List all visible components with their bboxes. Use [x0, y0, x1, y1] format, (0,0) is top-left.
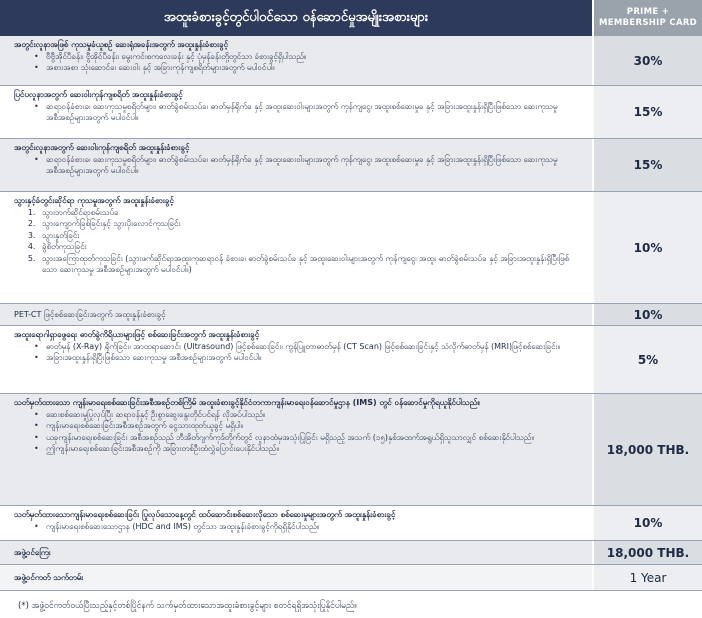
header-membership-card-label: MEMBERSHIP CARD [598, 18, 698, 28]
row-description [0, 139, 592, 191]
row-bullet: • ကျန်းမာရေးစစ်ဆေးခြင်းအစီအစဉ်အတွက် ငွေသားထုတ်ယူခွင့် မရှိပါ။ [34, 420, 584, 432]
row-bullet: • ဆေးစစ်ဆေးမှုပြုလုပ်ပြီး ဆရာဝန်နှင့် ဦးစွာဆွေးနွေးတိုင်ပင်ရန် လိုအပ်ပါသည်။ [34, 409, 584, 421]
row-bullet: • ဆရာဝန်ခံစားခ၊ ဆေးကုသမှုစရိတ်များ၊ ဓာတ်ခွဲစမ်းသပ်ခ၊ ဓာတ်မှန်ရိုက်ခ နှင့် အထူးဆေးဝါးများအတွက် ကုန်ကျငွေ၊ အထူးစစ်ဆေးမှုခ နှင့် အခြားအထူးနှုန်းရှိပြီးဖြစ်သော ဆေးကုသမှုအစီအစဉ်များအတွက် မပါဝင်ပါ။ [34, 101, 584, 124]
row-bullet: • ဓာတ်မှန် (X-Ray) ရိုက်ခြင်း၊ အာထရာဆောင်း (Ultrasound) ဖြင့်စစ်ဆေးခြင်း၊ ကွန်ပြူတာဓာတ်မှန် (CT Scan) ဖြင့်စစ်ဆေးခြင်းနှင့် သံလိုက်ဓာတ်မှန် (MRI)ဖြင့်စစ်ဆေးခြင်း။ [34, 341, 584, 353]
row-bullet: • ယခုကျန်းမာရေးစစ်ဆေးခြင်း အစီအစဉ်သည် ဘီအိတ်ဂျက်ကုဒ်တိုက်တွင် လူနာထံမှအသုံးပြုခြင်း မရှိသည့် အသက် (၁၅)နှစ်အထက်အရွယ်ရှိသူသာလျှင် စစ်ဆေးနိုင်ပါသည်။ [34, 432, 584, 444]
row-numbered-item: 3. သွားနှုတ်ခြင်း [38, 230, 584, 242]
table-row-card-validity [0, 565, 702, 591]
row-description [0, 326, 592, 393]
row-title: အဖွဲ့ဝင်ကြေး [14, 548, 51, 558]
row-description [0, 541, 592, 564]
row-title: သတ်မှတ်ထားသော ကျန်းမာရေးစစ်ဆေးခြင်းအစီအစဉ်တစ်ကြိမ် အထူးခံစားခွင့်နိုင်ငံတကာကျန်းမာရေးဝန်ဆောင်မှုဌာန (IMS) တွင် ဝန်ဆောင်မှုကိုရယူနိုင်ပါသည်။ [14, 398, 480, 407]
row-description [0, 36, 592, 85]
row-value: 10% [594, 304, 702, 325]
table-row-additional-checkup [0, 506, 702, 541]
row-description [0, 506, 592, 540]
row-title: PET-CT ဖြင့်စစ်ဆေးခြင်းအတွက် အထူးနှုန်းခံစားခွင့် [14, 310, 166, 320]
row-value: 10% [594, 506, 702, 540]
row-description [0, 192, 592, 303]
table-row-dental [0, 192, 702, 304]
row-value: 15% [594, 139, 702, 191]
row-value: 10% [594, 192, 702, 303]
header-prime-label: PRIME + [626, 7, 670, 17]
row-bullet: • ဆရာဝန်ခံစားခ၊ ဆေးကုသမှုစရိတ်များ၊ ဓာတ်ခွဲစမ်းသပ်ခ၊ ဓာတ်မှန်ရိုက်ခ နှင့် အထူးဆေးဝါးများအတွက် ကုန်ကျငွေ၊ အထူးစစ်ဆေးမှုခ နှင့် အခြားအထူးနှုန်းရှိပြီးဖြစ်သော ဆေးကုသမှု အစီအစဉ်များအတွက် မပါဝင်ပါ။ [34, 154, 584, 177]
row-description [0, 304, 592, 325]
row-numbered-item: 5. သွားအကြောထုတ်ကုသခြင်း (သွားဖက်ဆိုင်ရာအထူးကုဆရာဝန် ခံစားခ၊ ဓာတ်ခွဲစမ်းသပ်ခ နှင့် အထူးဆေးဝါးများအတွက် ကုန်ကျငွေ၊ အထူး ဓာတ်ခွဲစမ်းသပ်ခ နှင့် အခြားအထူးနှုန်းရှိပြီးဖြစ်သော ဆေးကုသမှု အစီအစဉ်များအတွက် မပါဝင်ပါ။) [38, 253, 584, 276]
row-description [0, 565, 592, 590]
row-title: အဖွဲ့ဝင်ကတ် သက်တမ်း [14, 573, 84, 583]
table-header-benefit-type [0, 0, 592, 36]
table-row-outpatient-medicine [0, 86, 702, 139]
row-title: ပြင်ပလူနာအတွက် ဆေးဝါးကုန်ကျစရိတ် အထူးနှုန်းခံစားခွင့် [14, 90, 183, 99]
row-value: 5% [594, 326, 702, 393]
row-numbered-item: 2. သွားကျောက်ခြစ်ခြင်းနှင့် သွားပိုးလောင်ကုသခြင်း [38, 218, 584, 230]
row-description [0, 394, 592, 505]
row-value: 30% [594, 36, 702, 85]
footnote: (*) အဖွဲ့ဝင်ကတ်ဝယ်ပြီးသည့်နှင့်တစ်ပြိုင်နက် သက်မှတ်ထားသောအထူးခံစားခွင့်များ စတင်ရရှိအသုံးပြုနိုင်ပါမည်။ [18, 601, 357, 611]
row-title: အတွင်းလူနာအတွက် ဆေးဝါးကုန်ကျစရိတ် အထူးနှုန်းခံစားခွင့် [14, 143, 190, 152]
row-title: သတ်မှတ်ထားသောကျန်းမာရေးစစ်ဆေးခြင်း ပြုလုပ်သောနေ့တွင် ထပ်ဆောင်းစစ်ဆေးလိုသော စစ်ဆေးမှုများအတွက် အထူးနှုန်းခံစားခွင့် [14, 510, 396, 519]
header-title: အထူးခံစားခွင့်တွင်ပါဝင်သော ဝန်ဆောင်မှုအမျိုးအစားများ [163, 9, 429, 25]
table-row-health-checkup [0, 394, 702, 506]
table-header-prime-membership [594, 0, 702, 36]
table-row-pet-ct [0, 304, 702, 326]
row-bullet: • အခြားအထူးနှုန်းရှိပြီးဖြစ်သော ဆေးကုသမှု အစီအစဉ်များအတွက် မပါဝင်ပါ။ [34, 352, 584, 364]
row-bullet: • ကျန်းမာရေးစစ်ဆေးသောဌာန (HDC and IMS) တွင်သာ အထူးနှုန်းခံစားခွင့်ကိုရရှိနိုင်ပါသည်။ [34, 521, 584, 533]
row-description [0, 86, 592, 138]
table-row-diagnostic-imaging [0, 326, 702, 394]
table-row-inpatient-room [0, 36, 702, 86]
row-numbered-item: 4. ခွဲစိတ်ကုသခြင်း [38, 241, 584, 253]
row-bullet: • အစားအစာ သုံးဆောင်ခ၊ ဆေးဝါး နှင့် အခြားကုန်ကျစရိတ်များအတွက် မပါဝင်ပါ။ [34, 62, 584, 74]
row-value: 15% [594, 86, 702, 138]
row-bullet: • ဗီဗွီအိုင်ပီခန်း၊ ဗွီအိုင်ပီခန်း၊ မွေးကင်းစကလေးခန်း နှင့် ပုံမှန်ခန်းတို့တွင်သာ ခံစားခွင့်ရှိပါသည်။ [34, 51, 584, 63]
row-bullet: • ဤကျန်းမာရေးစစ်ဆေးခြင်းအစီအစဉ်ကို အခြားတစ်ဦးထံလွှဲပြောင်းပေးနိုင်ပါသည်။ [34, 443, 584, 455]
row-title: အတွင်းလူနာအဖြစ် ကုသမှုခံယူစဉ် ဆေးရုံအခန်းအတွက် အထူးနှုန်းခံစားခွင့် [14, 40, 229, 49]
table-row-membership-fee [0, 541, 702, 565]
row-value: 1 Year [594, 565, 702, 590]
row-value: 18,000 THB. [594, 394, 702, 505]
table-row-inpatient-medicine [0, 139, 702, 192]
row-value: 18,000 THB. [594, 541, 702, 564]
row-title: အထူးရောဂါရှာဖွေရေး ဓာတ်ခွဲကိရိယာများဖြင့် စစ်ဆေးခြင်းအတွက် အထူးနှုန်းခံစားခွင့် [14, 330, 260, 339]
row-numbered-item: 1. သွားဘက်ဆိုင်ရာစမ်းသပ်ခ [38, 207, 584, 219]
row-title: သွားနှင့်ခံတွင်းဆိုင်ရာ ကုသမှုအတွက် အထူးနှုန်းခံစားခွင့် [14, 196, 174, 205]
